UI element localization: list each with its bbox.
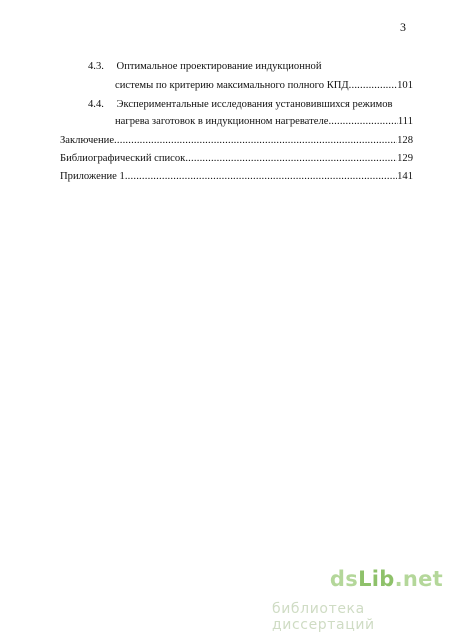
- toc-entry-page: 141: [397, 171, 413, 182]
- toc-entry-title: Экспериментальные исследования установившихся режимов: [116, 99, 393, 110]
- toc-entry-4-3-line1: [88, 60, 322, 73]
- toc-entry-bibliography[interactable]: [60, 152, 413, 165]
- watermark-brand: dsLib.net: [329, 567, 443, 591]
- toc-entry-page: 128: [397, 135, 413, 146]
- toc-entry-page: 129: [397, 153, 413, 164]
- leader-dots: [125, 170, 397, 183]
- toc-entry-conclusion[interactable]: [60, 134, 413, 147]
- toc-entry-title: Приложение 1: [60, 171, 125, 182]
- toc-entry-page: 101: [397, 80, 413, 91]
- toc-entry-title: Оптимальное проектирование индукционной: [116, 61, 322, 72]
- toc-entry-page: 111: [397, 116, 413, 127]
- toc-entry-4-4-line1: [88, 98, 393, 111]
- leader-dots: [349, 79, 397, 92]
- watermark-subtitle: библиотека диссертаций: [272, 601, 375, 633]
- toc-entry-4-3-line2[interactable]: [115, 79, 413, 92]
- leader-dots: [114, 134, 397, 147]
- toc-entry-title-continued: нагрева заготовок в индукционном нагревателе: [115, 116, 329, 127]
- toc-entry-title: Библиографический список: [60, 153, 186, 164]
- toc-entry-number: 4.3.: [88, 61, 104, 72]
- toc-entry-title: Заключение: [60, 135, 115, 146]
- toc-entry-number: 4.4.: [88, 99, 104, 110]
- toc-entry-appendix-1[interactable]: [60, 170, 413, 183]
- leader-dots: [185, 152, 397, 165]
- toc-entry-4-4-line2[interactable]: [115, 115, 413, 128]
- leader-dots: [328, 115, 397, 128]
- page-number: 3: [400, 20, 406, 34]
- toc-entry-title-continued: системы по критерию максимального полного КПД: [115, 80, 349, 91]
- watermark: [272, 567, 447, 633]
